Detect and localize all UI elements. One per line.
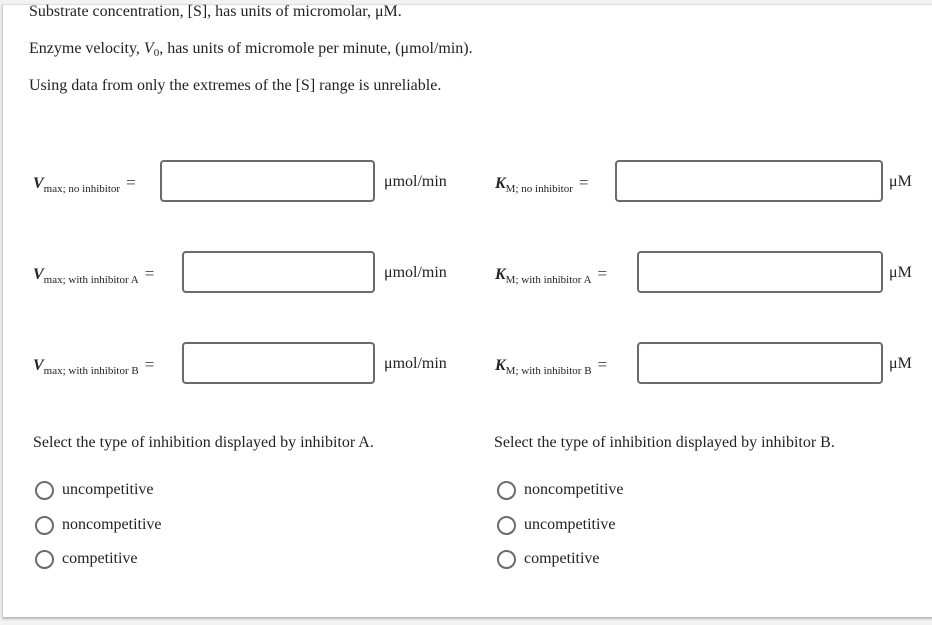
km-no-inhibitor-input[interactable] (615, 160, 883, 202)
vmax-inhibitor-b-input[interactable] (182, 342, 375, 384)
vmax-symbol: V (33, 266, 44, 283)
inhibitor-a-option-competitive[interactable] (35, 549, 138, 569)
km-inhibitor-a-label (495, 264, 607, 290)
radio-button-icon[interactable] (497, 516, 516, 535)
radio-button-icon[interactable] (497, 550, 516, 569)
equals-sign: = (578, 173, 589, 192)
km-symbol: K (495, 175, 506, 192)
inhibitor-b-option-noncompetitive[interactable] (497, 480, 624, 500)
radio-button-icon[interactable] (35, 481, 54, 500)
vmax-no-inhibitor-input[interactable] (160, 160, 375, 202)
km-subscript: M; no inhibitor (505, 183, 573, 195)
km-symbol: K (495, 357, 506, 374)
option-label: competitive (62, 550, 138, 567)
option-label: noncompetitive (524, 481, 624, 498)
vmax-symbol: V (33, 357, 44, 374)
option-label: uncompetitive (524, 516, 616, 533)
km-no-inhibitor-unit: μM (889, 173, 912, 190)
equals-sign: = (597, 264, 608, 283)
vmax-no-inhibitor-unit: μmol/min (384, 173, 447, 190)
option-label: uncompetitive (62, 481, 154, 498)
inhibitor-a-option-uncompetitive[interactable] (35, 480, 154, 500)
km-inhibitor-a-unit: μM (889, 264, 912, 281)
inhibitor-a-question: Select the type of inhibition displayed by inhibitor A. (33, 434, 374, 451)
km-inhibitor-b-input[interactable] (637, 342, 883, 384)
equals-sign: = (144, 355, 155, 374)
km-inhibitor-b-label (495, 355, 607, 381)
intro-velocity-units (29, 39, 473, 63)
inhibitor-b-option-uncompetitive[interactable] (497, 515, 616, 535)
intro-reliability-note: Using data from only the extremes of the [S] range is unreliable. (29, 77, 442, 94)
question-card (2, 4, 932, 617)
radio-button-icon[interactable] (35, 516, 54, 535)
intro-substrate-units: Substrate concentration, [S], has units of micromolar, μM. (29, 3, 402, 20)
vmax-inhibitor-b-unit: μmol/min (384, 355, 447, 372)
vmax-subscript: max; with inhibitor A (43, 274, 139, 286)
vmax-inhibitor-a-unit: μmol/min (384, 264, 447, 281)
option-label: competitive (524, 550, 600, 567)
radio-button-icon[interactable] (497, 481, 516, 500)
velocity-subscript: 0 (153, 47, 160, 59)
km-symbol: K (495, 266, 506, 283)
vmax-symbol: V (33, 175, 44, 192)
vmax-no-inhibitor-label (33, 173, 136, 199)
velocity-symbol: V (143, 40, 154, 57)
intro-velocity-prefix: Enzyme velocity, (29, 40, 144, 57)
km-inhibitor-a-input[interactable] (637, 251, 883, 293)
radio-button-icon[interactable] (35, 550, 54, 569)
equals-sign: = (144, 264, 155, 283)
inhibitor-b-question: Select the type of inhibition displayed by inhibitor B. (494, 434, 835, 451)
inhibitor-a-option-noncompetitive[interactable] (35, 515, 162, 535)
inhibitor-b-option-competitive[interactable] (497, 549, 600, 569)
km-subscript: M; with inhibitor A (505, 274, 592, 286)
vmax-subscript: max; no inhibitor (43, 183, 121, 195)
km-subscript: M; with inhibitor B (505, 365, 592, 377)
equals-sign: = (126, 173, 136, 192)
option-label: noncompetitive (62, 516, 162, 533)
vmax-subscript: max; with inhibitor B (43, 365, 139, 377)
vmax-inhibitor-a-input[interactable] (182, 251, 375, 293)
vmax-inhibitor-a-label (33, 264, 154, 290)
km-no-inhibitor-label (495, 173, 589, 199)
intro-velocity-suffix: , has units of micromole per minute, (μmol/min). (159, 40, 473, 57)
equals-sign: = (597, 355, 608, 374)
vmax-inhibitor-b-label (33, 355, 154, 381)
km-inhibitor-b-unit: μM (889, 355, 912, 372)
